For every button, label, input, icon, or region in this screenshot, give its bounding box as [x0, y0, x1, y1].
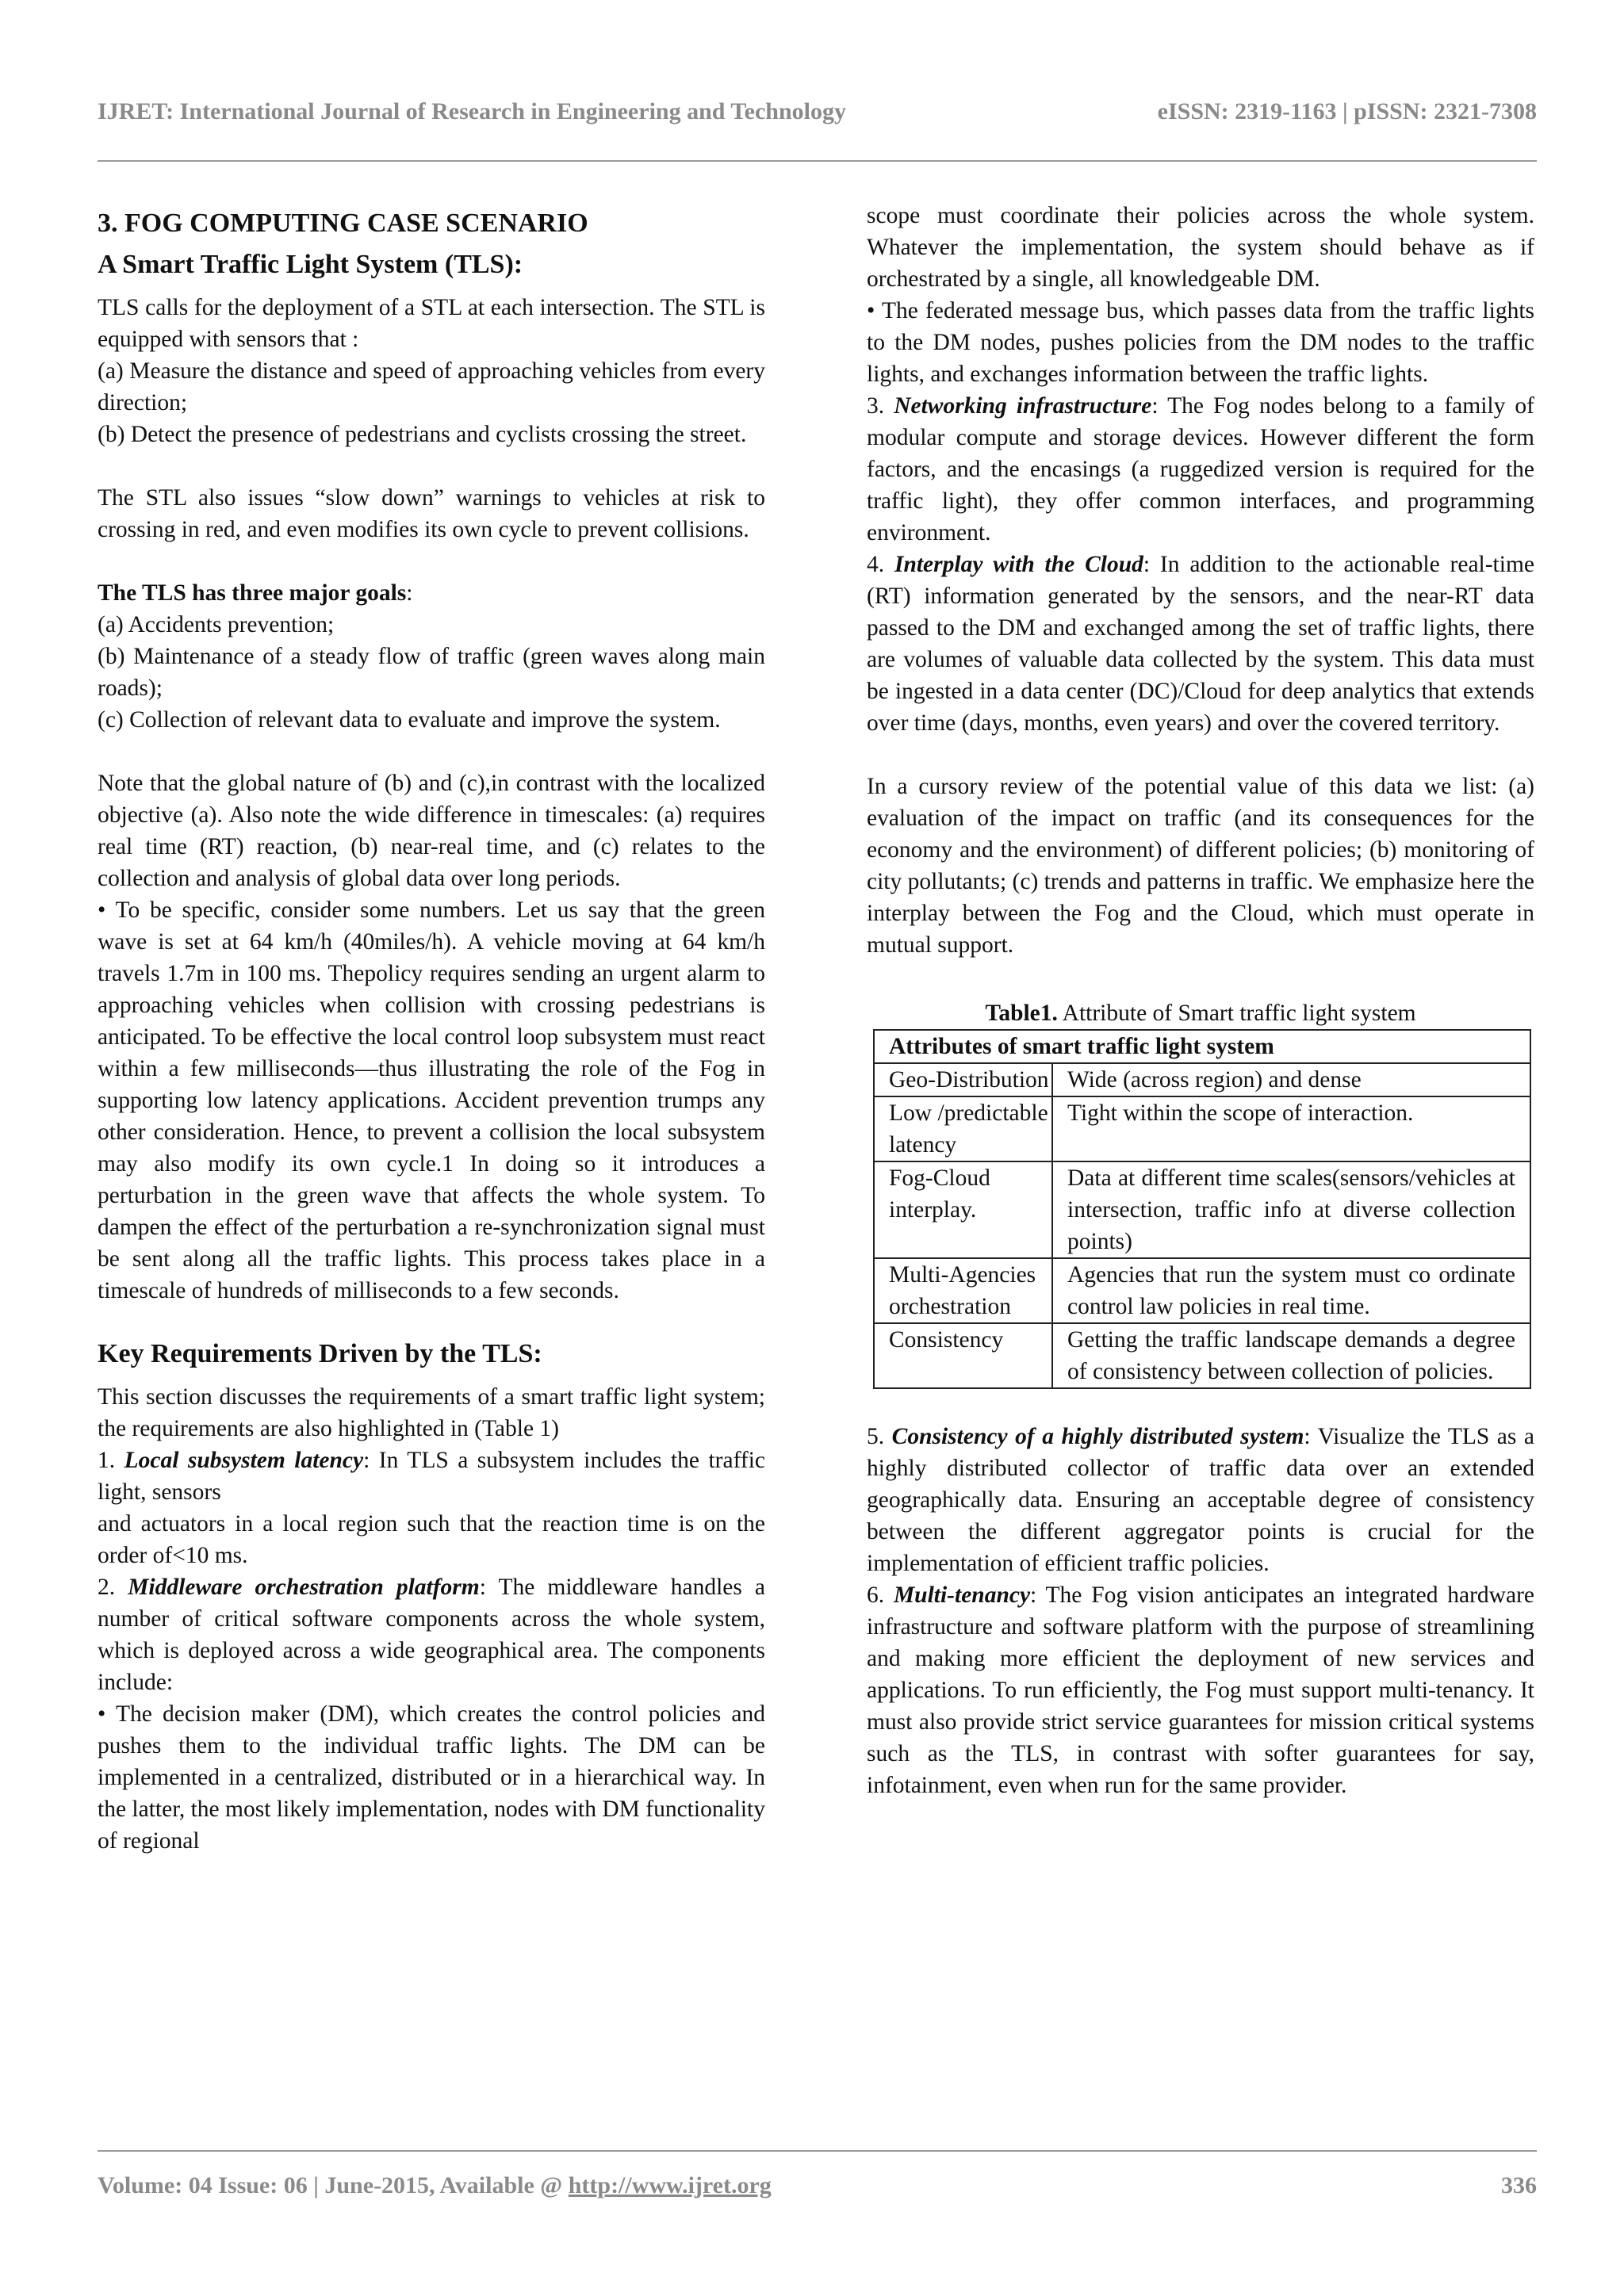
req-number: 4.	[867, 552, 894, 577]
table-header-row	[874, 1030, 1530, 1063]
table-cell-desc: Agencies that run the system must co ordinate control law policies in real time.	[1052, 1258, 1530, 1323]
header-rule	[98, 160, 1537, 162]
attributes-table	[873, 1029, 1531, 1389]
table-cell-attr: Low /predictable latency	[874, 1096, 1052, 1161]
table-row	[874, 1161, 1530, 1258]
requirement-2	[98, 1571, 765, 1698]
table-cell-attr: Geo-Distribution	[874, 1063, 1052, 1096]
section-title: 3. FOG COMPUTING CASE SCENARIO	[98, 209, 588, 238]
running-footer	[98, 2172, 1537, 2199]
req-text: : The Fog nodes belong to a family of modular compute and storage devices. However different the form factors, and the encasings (a ruggedized version is required for the traffic light), they offer common interfaces, and programming environment.	[867, 393, 1534, 545]
table-cell-desc: Tight within the scope of interaction.	[1052, 1096, 1530, 1161]
paragraph: • To be specific, consider some numbers. Let us say that the green wave is set at 64 km/h (40miles/h). A vehicle moving at 64 km/h travels 1.7m in 100 ms. Thepolicy requires sending an urgent alarm to approaching vehicles when collision with crossing pedestrians is anticipated. To be effective the local control loop subsystem must react within a few milliseconds—thus illustrating the role of the Fog in supporting low latency applications. Accident prevention trumps any other consideration. Hence, to prevent a collision the local subsystem may also modify its own cycle.1 In doing so it introduces a perturbation in the green wave that affects the whole system. To dampen the effect of the perturbation a re-synchronization signal must be sent along all the traffic lights. This process takes place in a timescale of hundreds of milliseconds to a few seconds.	[98, 897, 765, 1303]
table-caption	[867, 997, 1534, 1029]
req-title: Multi-tenancy	[893, 1582, 1031, 1608]
req-title: Middleware orchestration platform	[128, 1575, 480, 1600]
table-row	[874, 1258, 1530, 1323]
requirement-4	[867, 549, 1534, 739]
goal-item: (a) Accidents prevention;	[98, 612, 335, 637]
subsection-title-tls: A Smart Traffic Light System (TLS):	[98, 250, 523, 279]
paragraph: TLS calls for the deployment of a STL at each intersection. The STL is equipped with sensors that :	[98, 295, 765, 352]
issn: eISSN: 2319-1163 | pISSN: 2321-7308	[1157, 98, 1537, 124]
table-label: Table1.	[985, 1001, 1058, 1026]
left-column	[98, 198, 765, 1857]
paragraph: The STL also issues “slow down” warnings to vehicles at risk to crossing in red, and even modifies its own cycle to prevent collisions.	[98, 485, 765, 542]
volume-info	[98, 2172, 772, 2199]
paragraph: (b) Detect the presence of pedestrians and cyclists crossing the street.	[98, 422, 747, 447]
req-number: 6.	[867, 1582, 894, 1608]
paragraph: This section discusses the requirements of a smart traffic light system; the requirements are also highlighted in (Table 1)	[98, 1384, 765, 1441]
running-header	[98, 98, 1537, 125]
paragraph: scope must coordinate their policies across the whole system. Whatever the implementation, the system should behave as if orchestrated by a single, all knowledgeable DM.	[867, 203, 1534, 292]
subsection-title-requirements: Key Requirements Driven by the TLS:	[98, 1339, 542, 1368]
right-column	[867, 200, 1534, 1801]
paragraph: In a cursory review of the potential value of this data we list: (a) evaluation of the impact on traffic (and its consequences for the economy and the environment) of different policies; (b) monitoring of city pollutants; (c) trends and patterns in traffic. We emphasize here the interplay between the Fog and the Cloud, which must operate in mutual support.	[867, 774, 1534, 958]
volume-text: Volume: 04 Issue: 06 | June-2015, Available @	[98, 2172, 569, 2198]
req-title: Networking infrastructure	[894, 393, 1152, 419]
footer-rule	[98, 2150, 1537, 2152]
goals-title: The TLS has three major goals	[98, 580, 407, 606]
req-number: 1.	[98, 1448, 124, 1473]
goals-heading	[98, 577, 765, 609]
table-cell-desc: Getting the traffic landscape demands a degree of consistency between collection of policies.	[1052, 1323, 1530, 1388]
requirement-6	[867, 1579, 1534, 1801]
req-text: : In addition to the actionable real-time (RT) information generated by the sensors, and the near-RT data passed to the DM and exchanged among the set of traffic lights, there are volumes of valuable data collected by the system. This data must be ingested in a data center (DC)/Cloud for deep analytics that extends over time (days, months, even years) and over the covered territory.	[867, 552, 1534, 736]
paragraph: (a) Measure the distance and speed of approaching vehicles from every direction;	[98, 358, 765, 415]
table-cell-attr: Multi-Agencies orchestration	[874, 1258, 1052, 1323]
table-row	[874, 1063, 1530, 1096]
requirement-1	[98, 1445, 765, 1508]
req-text: : Visualize the TLS as a highly distributed collector of traffic data over an extended geographically data. Ensuring an acceptable degree of consistency between the different aggregator points is crucial for the implementation of efficient traffic policies.	[867, 1424, 1535, 1576]
req-number: 5.	[867, 1424, 892, 1449]
table-cell-desc: Data at different time scales(sensors/vehicles at intersection, traffic info at diverse collection points)	[1052, 1161, 1530, 1258]
table-cell-attr: Fog-Cloud interplay.	[874, 1161, 1052, 1258]
req-title: Consistency of a highly distributed system	[891, 1424, 1304, 1449]
requirement-5	[867, 1421, 1534, 1579]
table-header: Attributes of smart traffic light system	[874, 1030, 1530, 1063]
paragraph: • The decision maker (DM), which creates the control policies and pushes them to the individual traffic lights. The DM can be implemented in a centralized, distributed or in a hierarchical way. In the latter, the most likely implementation, nodes with DM functionality of regional	[98, 1701, 765, 1854]
paragraph: Note that the global nature of (b) and (c),in contrast with the localized objective (a). Also note the wide difference in timescales: (a) requires real time (RT) reaction, (b) near-real time, and (c) relates to the collection and analysis of global data over long periods.	[98, 771, 765, 891]
goal-item: (b) Maintenance of a steady flow of traffic (green waves along main roads);	[98, 644, 765, 701]
req-number: 2.	[98, 1575, 128, 1600]
table-row	[874, 1096, 1530, 1161]
paragraph: and actuators in a local region such that the reaction time is on the order of<10 ms.	[98, 1511, 765, 1568]
req-number: 3.	[867, 393, 894, 419]
req-text: : The middleware handles a number of critical software components across the whole system, which is deployed across a wide geographical area. The components include:	[98, 1575, 765, 1695]
journal-name: IJRET: International Journal of Research in Engineering and Technology	[98, 98, 847, 124]
req-text: : The Fog vision anticipates an integrated hardware infrastructure and software platform with the purpose of streamlining and making more efficient the deployment of new services and applications. To run efficiently, the Fog must support multi-tenancy. It must also provide strict service guarantees for mission critical systems such as the TLS, in contrast with softer guarantees for say, infotainment, even when run for the same provider.	[867, 1582, 1535, 1798]
goal-item: (c) Collection of relevant data to evaluate and improve the system.	[98, 707, 721, 733]
table-row	[874, 1323, 1530, 1388]
req-title: Local subsystem latency	[124, 1448, 364, 1473]
table-cell-desc: Wide (across region) and dense	[1052, 1063, 1530, 1096]
table-caption-text: Attribute of Smart traffic light system	[1057, 1001, 1416, 1026]
req-text: : In TLS a subsystem includes the traffic light, sensors	[98, 1448, 765, 1505]
journal-link[interactable]: http://www.ijret.org	[568, 2172, 772, 2198]
paragraph: • The federated message bus, which passes data from the traffic lights to the DM nodes, pushes policies from the DM nodes to the traffic lights, and exchanges information between the traffic lights.	[867, 298, 1534, 387]
page-number: 336	[1501, 2172, 1537, 2198]
req-title: Interplay with the Cloud	[894, 552, 1143, 577]
requirement-3	[867, 390, 1534, 549]
table-cell-attr: Consistency	[874, 1323, 1052, 1388]
goals-colon: :	[406, 580, 413, 606]
